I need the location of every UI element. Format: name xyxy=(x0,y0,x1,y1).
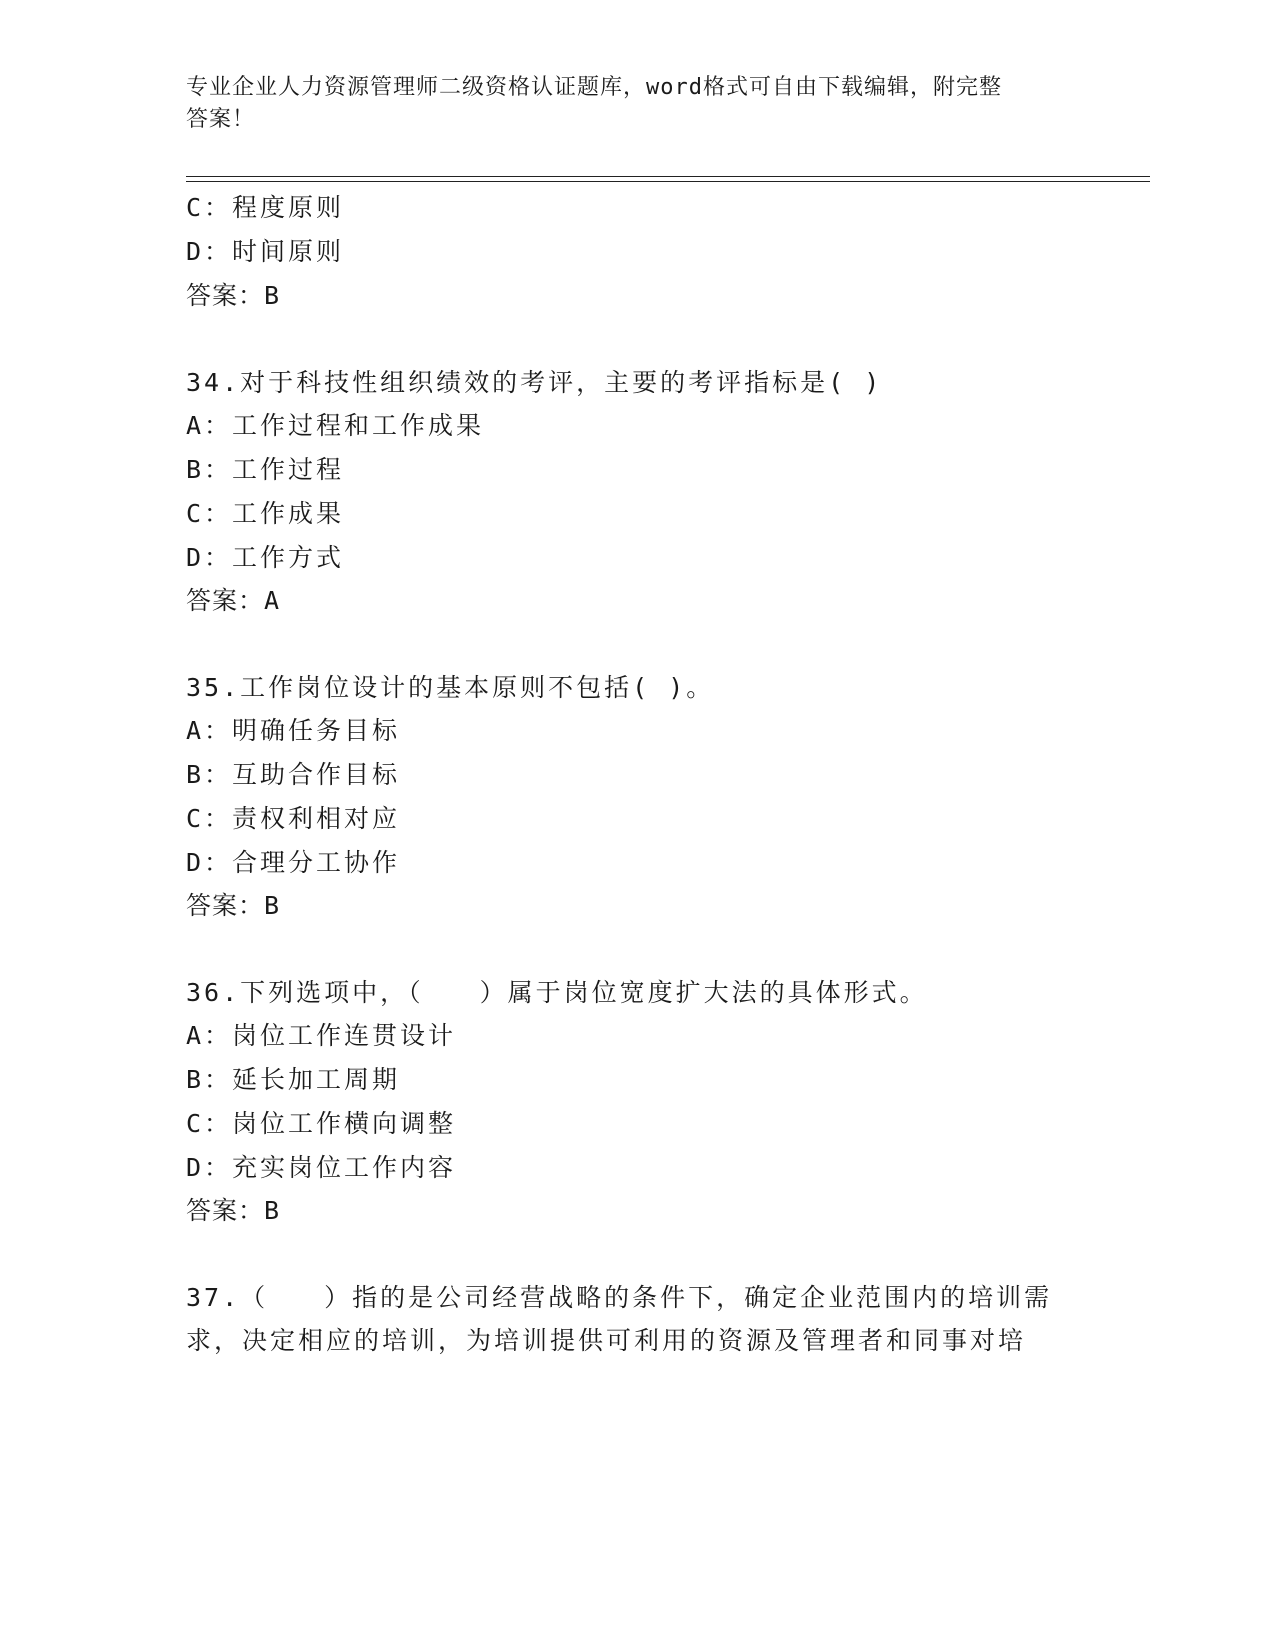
header-line-1: 专业企业人力资源管理师二级资格认证题库，word格式可自由下载编辑，附完整 xyxy=(186,75,1002,100)
q34-option-c: C：工作成果 xyxy=(186,499,345,528)
prev-option-d: D：时间原则 xyxy=(186,237,345,266)
prev-option-c: C：程度原则 xyxy=(186,193,345,222)
q36-stem: 36.下列选项中，（ ）属于岗位宽度扩大法的具体形式。 xyxy=(186,978,928,1007)
q36-option-c: C：岗位工作横向调整 xyxy=(186,1109,457,1138)
q35-stem: 35.工作岗位设计的基本原则不包括( )。 xyxy=(186,673,715,702)
q34-option-d: D：工作方式 xyxy=(186,543,345,572)
header-rule-top xyxy=(186,176,1150,177)
header-line-2: 答案！ xyxy=(186,107,256,132)
q34-option-b: B：工作过程 xyxy=(186,455,345,484)
q35-answer: 答案：B xyxy=(186,891,281,920)
q35-option-d: D：合理分工协作 xyxy=(186,848,401,877)
q36-option-d: D：充实岗位工作内容 xyxy=(186,1153,457,1182)
q34-option-a: A：工作过程和工作成果 xyxy=(186,411,485,440)
q34-answer: 答案：A xyxy=(186,586,281,615)
page-header xyxy=(186,72,1086,136)
q36-answer: 答案：B xyxy=(186,1196,281,1225)
q36-option-a: A：岗位工作连贯设计 xyxy=(186,1021,457,1050)
q34-stem: 34.对于科技性组织绩效的考评，主要的考评指标是( ) xyxy=(186,368,883,397)
q35-option-a: A：明确任务目标 xyxy=(186,716,401,745)
q37-stem-line-1: 37.（ ）指的是公司经营战略的条件下，确定企业范围内的培训需 xyxy=(186,1283,1053,1312)
header-rule-bottom xyxy=(186,181,1150,182)
q37-stem-line-2: 求，决定相应的培训，为培训提供可利用的资源及管理者和同事对培 xyxy=(186,1326,1027,1355)
q35-option-c: C：责权利相对应 xyxy=(186,804,401,833)
q36-option-b: B：延长加工周期 xyxy=(186,1065,401,1094)
q35-option-b: B：互助合作目标 xyxy=(186,760,401,789)
prev-answer: 答案：B xyxy=(186,281,281,310)
